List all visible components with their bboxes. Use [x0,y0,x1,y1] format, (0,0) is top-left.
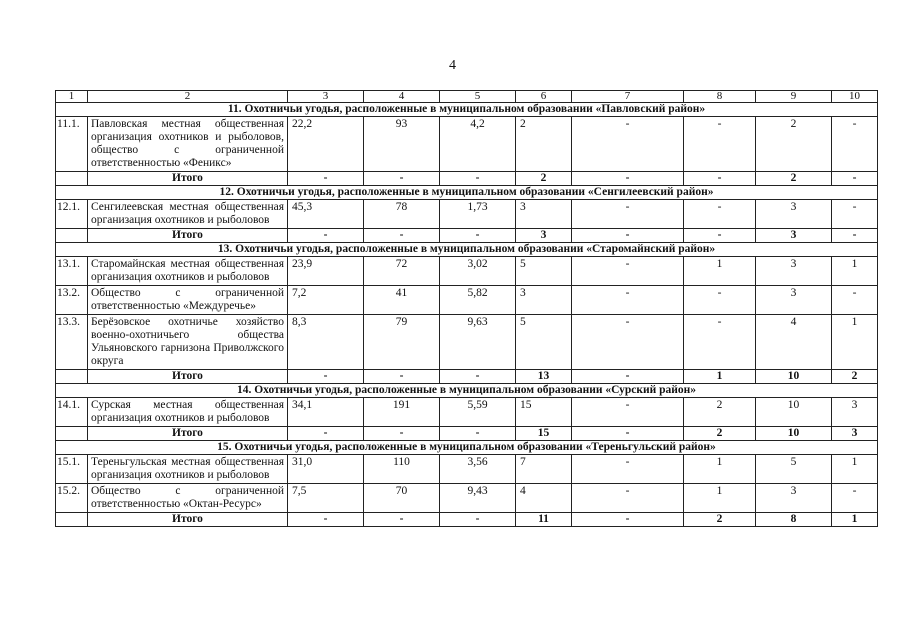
cell-col10: - [832,286,878,315]
total-row [56,370,878,384]
cell-col3: 31,0 [288,455,364,484]
table-row [56,484,878,513]
cell-col8: - [684,315,756,370]
cell-col4: 41 [364,286,440,315]
total-cell-c5: - [440,370,516,384]
section-header-row [56,103,878,117]
total-cell-c9: 10 [756,427,832,441]
cell-col3: 22,2 [288,117,364,172]
section-header-row [56,441,878,455]
cell-col10: 1 [832,257,878,286]
table-row [56,315,878,370]
cell-col9: 4 [756,315,832,370]
cell-col6: 15 [516,398,572,427]
cell-col3: 8,3 [288,315,364,370]
cell-col8: 2 [684,398,756,427]
cell-col8: - [684,200,756,229]
cell-col6: 4 [516,484,572,513]
cell-col9: 3 [756,484,832,513]
cell-col4: 72 [364,257,440,286]
total-cell-c10: 2 [832,370,878,384]
cell-col8: 1 [684,455,756,484]
cell-col6: 3 [516,286,572,315]
organization-name: Тереньгульская местная общественная организация охотников и рыболовов [88,455,288,484]
total-cell-c3: - [288,427,364,441]
total-blank-cell [56,229,88,243]
total-cell-c4: - [364,513,440,527]
cell-col3: 23,9 [288,257,364,286]
total-cell-c3: - [288,172,364,186]
cell-col3: 34,1 [288,398,364,427]
total-cell-c3: - [288,370,364,384]
total-cell-c4: - [364,427,440,441]
section-header-row [56,384,878,398]
cell-col4: 191 [364,398,440,427]
row-number: 13.1. [56,257,88,286]
row-number: 13.3. [56,315,88,370]
organization-name: Общество с ограниченной ответственностью «Междуречье» [88,286,288,315]
cell-col6: 2 [516,117,572,172]
total-cell-c8: - [684,172,756,186]
table-row [56,398,878,427]
total-cell-c6: 11 [516,513,572,527]
total-blank-cell [56,172,88,186]
organization-name: Павловская местная общественная организация охотников и рыболовов, общество с ограниченной ответственностью «Феникс» [88,117,288,172]
cell-col7: - [572,398,684,427]
cell-col9: 5 [756,455,832,484]
total-label: Итого [88,427,288,441]
column-number: 6 [516,91,572,103]
section-header-row [56,243,878,257]
cell-col8: - [684,117,756,172]
cell-col5: 5,59 [440,398,516,427]
cell-col9: 3 [756,286,832,315]
section-title: 14. Охотничьи угодья, расположенные в муниципальном образовании «Сурский район» [56,384,878,398]
column-number: 9 [756,91,832,103]
total-label: Итого [88,229,288,243]
cell-col9: 2 [756,117,832,172]
cell-col10: - [832,117,878,172]
total-cell-c5: - [440,229,516,243]
total-cell-c6: 13 [516,370,572,384]
total-cell-c9: 8 [756,513,832,527]
cell-col5: 9,63 [440,315,516,370]
total-cell-c6: 3 [516,229,572,243]
table-row [56,455,878,484]
cell-col4: 70 [364,484,440,513]
table-row [56,200,878,229]
column-number: 4 [364,91,440,103]
total-cell-c9: 2 [756,172,832,186]
cell-col7: - [572,484,684,513]
total-cell-c5: - [440,513,516,527]
column-number: 5 [440,91,516,103]
cell-col5: 3,02 [440,257,516,286]
section-title: 15. Охотничьи угодья, расположенные в муниципальном образовании «Тереньгульский район» [56,441,878,455]
total-cell-c5: - [440,172,516,186]
row-number: 14.1. [56,398,88,427]
cell-col4: 78 [364,200,440,229]
cell-col8: - [684,286,756,315]
total-label: Итого [88,513,288,527]
cell-col8: 1 [684,484,756,513]
total-cell-c8: 2 [684,513,756,527]
column-number-row [56,91,878,103]
cell-col6: 5 [516,257,572,286]
row-number: 13.2. [56,286,88,315]
section-title: 11. Охотничьи угодья, расположенные в муниципальном образовании «Павловский район» [56,103,878,117]
cell-col9: 10 [756,398,832,427]
cell-col6: 3 [516,200,572,229]
cell-col5: 3,56 [440,455,516,484]
cell-col6: 5 [516,315,572,370]
cell-col8: 1 [684,257,756,286]
total-cell-c10: 1 [832,513,878,527]
total-row [56,229,878,243]
total-row [56,172,878,186]
cell-col3: 7,5 [288,484,364,513]
total-blank-cell [56,427,88,441]
cell-col6: 7 [516,455,572,484]
total-cell-c7: - [572,427,684,441]
total-label: Итого [88,172,288,186]
row-number: 12.1. [56,200,88,229]
table-row [56,286,878,315]
total-row [56,513,878,527]
organization-name: Сенгилеевская местная общественная организация охотников и рыболовов [88,200,288,229]
total-label: Итого [88,370,288,384]
column-number: 7 [572,91,684,103]
cell-col10: 1 [832,315,878,370]
column-number: 1 [56,91,88,103]
organization-name: Берёзовское охотничье хозяйство военно-охотничьего общества Ульяновского гарнизона Приволжского округа [88,315,288,370]
cell-col7: - [572,455,684,484]
total-cell-c4: - [364,370,440,384]
cell-col7: - [572,117,684,172]
section-title: 13. Охотничьи угодья, расположенные в муниципальном образовании «Старомайнский район» [56,243,878,257]
cell-col5: 9,43 [440,484,516,513]
section-header-row [56,186,878,200]
total-cell-c10: - [832,229,878,243]
cell-col10: - [832,484,878,513]
row-number: 15.2. [56,484,88,513]
column-number: 2 [88,91,288,103]
cell-col3: 7,2 [288,286,364,315]
cell-col9: 3 [756,200,832,229]
total-cell-c10: - [832,172,878,186]
total-cell-c6: 15 [516,427,572,441]
cell-col5: 1,73 [440,200,516,229]
total-cell-c9: 3 [756,229,832,243]
cell-col4: 93 [364,117,440,172]
row-number: 11.1. [56,117,88,172]
cell-col10: 3 [832,398,878,427]
column-number: 3 [288,91,364,103]
cell-col10: - [832,200,878,229]
total-row [56,427,878,441]
cell-col7: - [572,286,684,315]
total-cell-c4: - [364,229,440,243]
total-cell-c8: - [684,229,756,243]
column-number: 8 [684,91,756,103]
total-cell-c8: 2 [684,427,756,441]
section-title: 12. Охотничьи угодья, расположенные в муниципальном образовании «Сенгилеевский район» [56,186,878,200]
cell-col5: 5,82 [440,286,516,315]
total-cell-c10: 3 [832,427,878,441]
cell-col7: - [572,257,684,286]
total-cell-c4: - [364,172,440,186]
total-cell-c5: - [440,427,516,441]
organization-name: Общество с ограниченной ответственностью «Октан-Ресурс» [88,484,288,513]
total-blank-cell [56,370,88,384]
total-blank-cell [56,513,88,527]
column-number: 10 [832,91,878,103]
table-row [56,117,878,172]
total-cell-c7: - [572,513,684,527]
total-cell-c3: - [288,513,364,527]
total-cell-c6: 2 [516,172,572,186]
cell-col3: 45,3 [288,200,364,229]
total-cell-c3: - [288,229,364,243]
table-row [56,257,878,286]
total-cell-c7: - [572,172,684,186]
cell-col10: 1 [832,455,878,484]
cell-col7: - [572,200,684,229]
page-number: 4 [449,58,456,73]
organization-name: Старомайнская местная общественная организация охотников и рыболовов [88,257,288,286]
total-cell-c9: 10 [756,370,832,384]
organization-name: Сурская местная общественная организация охотников и рыболовов [88,398,288,427]
cell-col5: 4,2 [440,117,516,172]
cell-col4: 79 [364,315,440,370]
row-number: 15.1. [56,455,88,484]
cell-col7: - [572,315,684,370]
hunting-grounds-table [55,90,878,527]
total-cell-c7: - [572,370,684,384]
cell-col4: 110 [364,455,440,484]
cell-col9: 3 [756,257,832,286]
total-cell-c8: 1 [684,370,756,384]
total-cell-c7: - [572,229,684,243]
